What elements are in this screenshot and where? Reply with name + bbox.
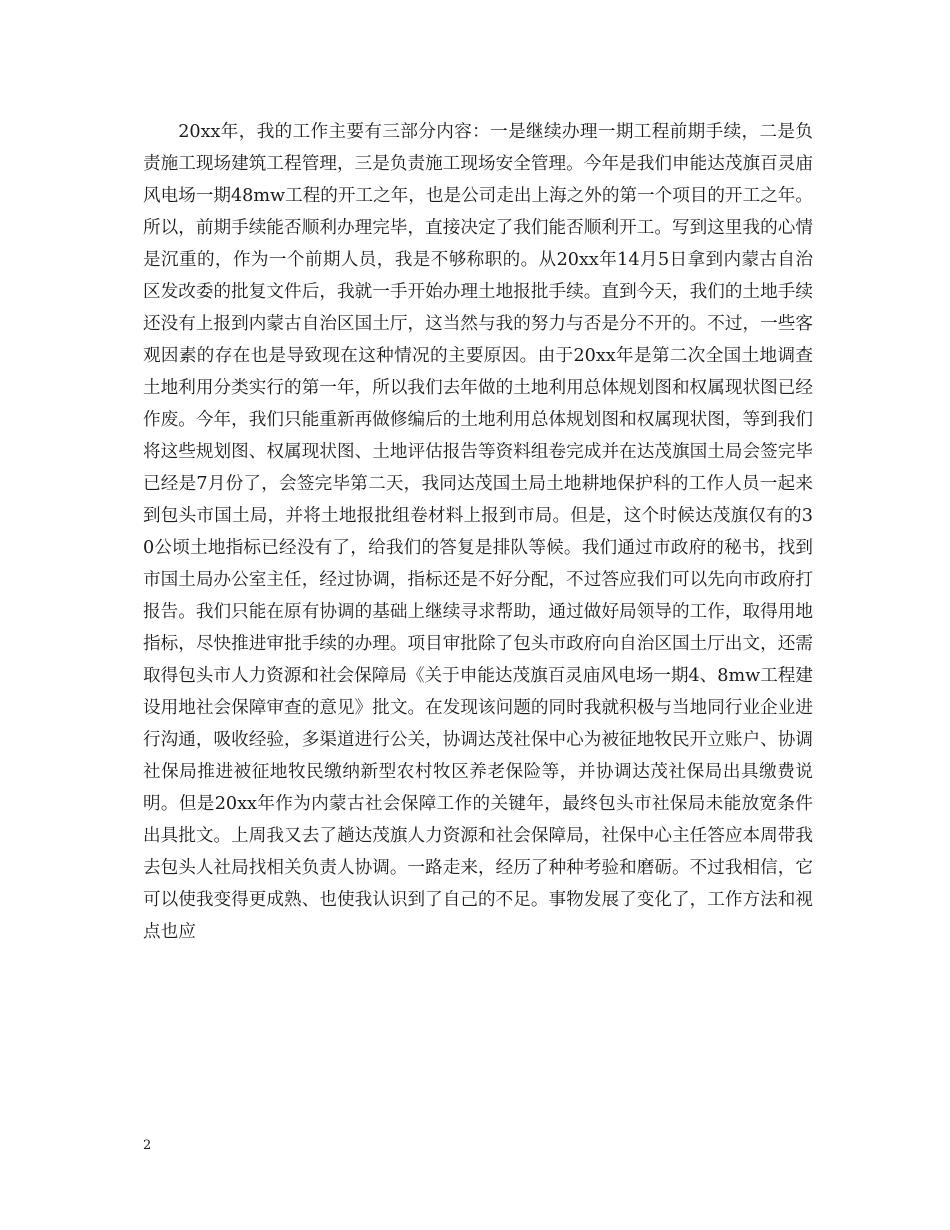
body-paragraph: 20xx年，我的工作主要有三部分内容：一是继续办理一期工程前期手续，二是负责施工现场建筑工程管理，三是负责施工现场安全管理。今年是我们申能达茂旗百灵庙风电场一期48mw工程的开工之年，也是公司走出上海之外的第一个项目的开工之年。所以，前期手续能否顺利办理完毕，直接决定了我们能否顺利开工。写到这里我的心情是沉重的，作为一个前期人员，我是不够称职的。从20xx年14月5日拿到内蒙古自治区发改委的批复文件后，我就一手开始办理土地报批手续。直到今天，我们的土地手续还没有上报到内蒙古自治区国土厅，这当然与我的努力与否是分不开的。不过，一些客观因素的存在也是导致现在这种情况的主要原因。由于20xx年是第二次全国土地调查土地利用分类实行的第一年，所以我们去年做的土地利用总体规划图和权属现状图已经作废。今年，我们只能重新再做修编后的土地利用总体规划图和权属现状图，等到我们将这些规划图、权属现状图、土地评估报告等资料组卷完成并在达茂旗国土局会签完毕已经是7月份了，会签完毕第二天，我同达茂国土局土地耕地保护科的工作人员一起来到包头市国土局，并将土地报批组卷材料上报到市局。但是，这个时候达茂旗仅有的30公顷土地指标已经没有了，给我们的答复是排队等候。我们通过市政府的秘书，找到市国土局办公室主任，经过协调，指标还是不好分配，不过答应我们可以先向市政府打报告。我们只能在原有协调的基础上继续寻求帮助，通过做好局领导的工作，取得用地指标，尽快推进审批手续的办理。项目审批除了包头市政府向自治区国土厅出文，还需取得包头市人力资源和社会保障局《关于申能达茂旗百灵庙风电场一期4、8mw工程建设用地社会保障审查的意见》批文。在发现该问题的同时我就积极与当地同行业企业进行沟通，吸收经验，多渠道进行公关，协调达茂社保中心为被征地牧民开立账户、协调社保局推进被征地牧民缴纳新型农村牧区养老保险等，并协调达茂社保局出具缴费说明。但是20xx年作为内蒙古社会保障工作的关键年，最终包头市社保局未能放宽条件出具批文。上周我又去了趟达茂旗人力资源和社会保障局，社保中心主任答应本周带我去包头人社局找相关负责人协调。一路走来，经历了种种考验和磨砺。不过我相信，它可以使我变得更成熟、也使我认识到了自己的不足。事物发展了变化了，工作方法和视点也应 xyxy=(143,122,813,942)
page-number: 2 xyxy=(143,1138,152,1153)
